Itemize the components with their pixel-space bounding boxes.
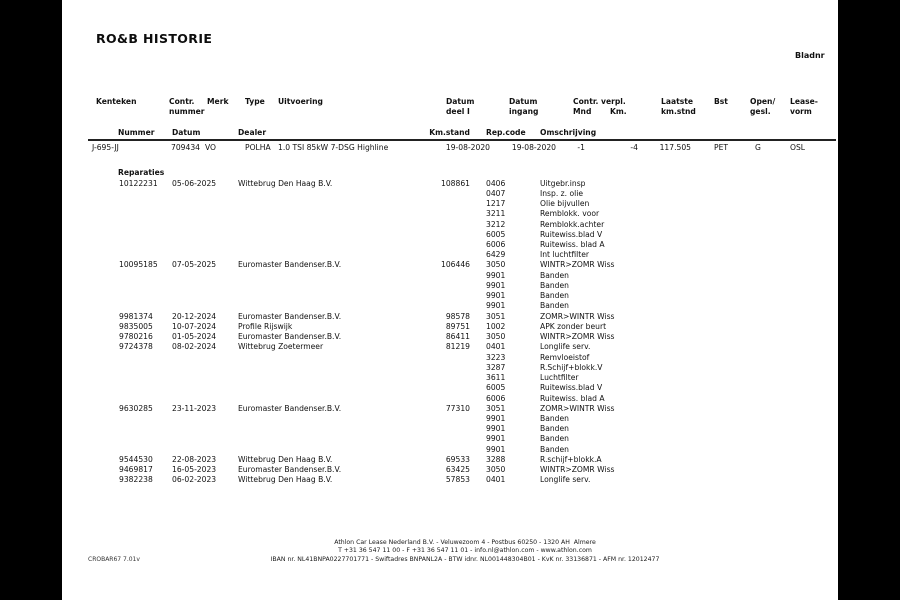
page-title: RO&B HISTORIE (96, 31, 213, 46)
repair-code: 3050 (486, 332, 506, 342)
contract-mnd: -1 (577, 142, 585, 152)
contract-leasevorm: OSL (790, 142, 806, 152)
reparaties-section-label: Reparaties (118, 168, 165, 177)
repair-dealer: Euromaster Bandenser.B.V. (238, 403, 342, 413)
repair-dealer: Wittebrug Zoetermeer (238, 342, 324, 352)
repair-description: Banden (540, 444, 569, 454)
repair-line (62, 373, 838, 383)
repair-code: 9901 (486, 270, 506, 280)
repair-date: 10-07-2024 (172, 321, 217, 331)
repair-line (62, 434, 838, 444)
repair-description: Ruitewiss. blad A (540, 240, 605, 249)
repair-code: 9901 (486, 444, 506, 454)
repair-code: 6006 (486, 240, 506, 249)
repair-number: 9724378 (119, 342, 153, 352)
repair-date: 06-02-2023 (172, 475, 217, 485)
repair-description: Olie bijvullen (540, 199, 590, 209)
repair-date: 20-12-2024 (172, 311, 217, 321)
repair-line (62, 322, 838, 332)
document-page (62, 0, 838, 600)
repair-code: 6006 (486, 393, 506, 403)
repair-description: Longlife serv. (540, 342, 591, 352)
repair-description: WINTR>ZOMR Wiss (540, 465, 615, 475)
col-header-bst (714, 97, 728, 107)
col-header-kenteken (96, 97, 137, 107)
contract-type: POLHA (245, 142, 271, 152)
repair-description: Ruitewiss. blad A (540, 393, 605, 403)
repair-code: 0407 (486, 188, 506, 198)
repair-description: Longlife serv. (540, 475, 591, 485)
col-header-line: Bst (714, 97, 728, 106)
repair-code: 9901 (486, 413, 506, 423)
repair-code: 9901 (486, 291, 506, 301)
repair-date: 22-08-2023 (172, 454, 217, 464)
repair-kmstand: 77310 (445, 403, 470, 413)
repair-description: Banden (540, 434, 569, 444)
repair-line (62, 312, 838, 322)
repair-kmstand: 57853 (445, 475, 470, 485)
contract-uitvoering: 1.0 TSI 85kW 7-DSG Highline (278, 142, 389, 152)
repair-code: 9901 (486, 280, 506, 290)
repair-description: Remblokk. voor (540, 209, 600, 219)
col-header-datum: Datum (172, 128, 201, 137)
repair-line (62, 414, 838, 424)
footer-registration-line: IBAN nr. NL41BNPA0227701771 - Swiftadres BNPANL2A - BTW idnr. NL001448304B01 - KvK nr. 33136871 - AFM nr. 12012477 (270, 555, 660, 563)
repair-kmstand: 108861 (441, 178, 470, 188)
repair-dealer: Euromaster Bandenser.B.V. (238, 465, 342, 475)
repair-description: Banden (540, 424, 569, 434)
col-header-open-gesl (750, 97, 775, 117)
col-header-dealer: Dealer (238, 128, 267, 137)
repair-code: 3223 (486, 352, 506, 362)
repair-line (62, 199, 838, 209)
repair-number: 10122231 (119, 178, 158, 188)
repair-line (62, 363, 838, 373)
repair-description: ZOMR>WINTR Wiss (540, 403, 615, 413)
repair-description: Banden (540, 280, 569, 290)
repair-line (62, 455, 838, 465)
repair-description: Banden (540, 413, 569, 423)
col-header-line: Datum (446, 97, 475, 106)
col-header-line: Datum (509, 97, 538, 106)
repair-description: R.Schijf+blokk.V (540, 362, 603, 372)
repair-description: Int luchtfilter (540, 250, 589, 260)
repair-line (62, 353, 838, 363)
repair-description: Banden (540, 270, 569, 280)
col-header-line: Uitvoering (278, 97, 323, 106)
repair-kmstand: 89751 (445, 321, 470, 331)
contract-datum-ingang: 19-08-2020 (511, 142, 556, 152)
repair-dealer: Euromaster Bandenser.B.V. (238, 260, 342, 270)
col-header-line: Contr. (573, 97, 599, 106)
col-header-verpl-km (601, 97, 627, 117)
repair-code: 6005 (486, 229, 506, 239)
repair-line (62, 424, 838, 434)
repair-line (62, 465, 838, 475)
repair-date: 01-05-2024 (172, 332, 217, 342)
repair-code: 9901 (486, 301, 506, 311)
col-header-line: verpl. (601, 97, 626, 106)
repair-line (62, 383, 838, 393)
col-header-line: Contr. (169, 97, 195, 106)
col-header-uitvoering (278, 97, 323, 107)
repair-description: Remvloeistof (540, 352, 590, 362)
repair-description: Ruitewiss.blad V (540, 229, 603, 239)
repair-line (62, 260, 838, 270)
contract-merk: VO (205, 142, 217, 152)
repair-line (62, 394, 838, 404)
col-header-line: Laatste (661, 97, 694, 106)
header-divider-line (88, 139, 836, 141)
col-header-line: vorm (790, 107, 812, 116)
repair-description: ZOMR>WINTR Wiss (540, 311, 615, 321)
repair-code: 0401 (486, 342, 506, 352)
repair-description: Luchtfilter (540, 373, 579, 383)
repair-code: 0401 (486, 475, 506, 485)
contract-verpl-km: -4 (630, 142, 638, 152)
repair-code: 3050 (486, 260, 506, 270)
repair-description: WINTR>ZOMR Wiss (540, 260, 615, 270)
repair-line (62, 475, 838, 485)
col-header-type (245, 97, 265, 107)
repair-line (62, 230, 838, 240)
col-header-kmstand: Km.stand (429, 128, 470, 137)
repair-line (62, 445, 838, 455)
col-header-repcode: Rep.code (486, 128, 526, 137)
col-header-leasevorm (790, 97, 818, 117)
repair-number: 9630285 (119, 403, 153, 413)
repair-line (62, 332, 838, 342)
repair-description: Banden (540, 291, 569, 301)
repair-description: Insp. z. olie (540, 188, 584, 198)
repair-line (62, 240, 838, 250)
repair-line (62, 209, 838, 219)
col-header-line: km.stnd (661, 107, 696, 116)
repair-number: 9544530 (119, 454, 153, 464)
repair-number: 9835005 (119, 321, 153, 331)
repair-code: 3050 (486, 465, 506, 475)
repair-line (62, 220, 838, 230)
repair-description: R.schijf+blokk.A (540, 454, 602, 464)
col-header-merk (207, 97, 229, 107)
repair-line (62, 250, 838, 260)
repair-description: APK zonder beurt (540, 321, 607, 331)
col-header-line: gesl. (750, 107, 771, 116)
col-header-omschrijving: Omschrijving (540, 128, 597, 137)
company-footer (92, 539, 838, 564)
repair-code: 6429 (486, 250, 506, 260)
repair-line (62, 291, 838, 301)
repair-date: 23-11-2023 (172, 403, 217, 413)
footer-address-line: Athlon Car Lease Nederland B.V. - Veluwezoom 4 - Postbus 60250 - 1320 AH Almere (334, 539, 596, 546)
col-header-line: Kenteken (96, 97, 137, 106)
contract-open-gesl: G (755, 142, 761, 152)
col-header-line: ingang (509, 107, 539, 116)
contract-bst: PET (714, 142, 729, 152)
col-header-line: Merk (207, 97, 229, 106)
repair-code: 3611 (486, 373, 506, 383)
repair-code: 1002 (486, 321, 506, 331)
col-header-nummer: Nummer (118, 128, 155, 137)
footer-contact-line: T +31 36 547 11 00 - F +31 36 547 11 01 - info.nl@athlon.com - www.athlon.com (338, 547, 592, 555)
repair-code: 9901 (486, 424, 506, 434)
col-header-datum-deel1 (446, 97, 474, 117)
program-version-label: CROBAR67 7.01v (88, 556, 140, 563)
repair-code: 6005 (486, 383, 506, 393)
page-number-label: Bladnr (795, 51, 825, 60)
repair-kmstand: 106446 (441, 260, 470, 270)
repair-line (62, 179, 838, 189)
repair-line (62, 404, 838, 414)
repair-number: 9981374 (119, 311, 153, 321)
repair-kmstand: 98578 (445, 311, 470, 321)
repair-dealer: Euromaster Bandenser.B.V. (238, 332, 342, 342)
repair-dealer: Wittebrug Den Haag B.V. (238, 475, 333, 485)
repair-line (62, 281, 838, 291)
repair-dealer: Profile Rijswijk (238, 321, 293, 331)
reparaties-table (62, 179, 838, 486)
repair-line (62, 342, 838, 352)
repair-line (62, 189, 838, 199)
repair-kmstand: 63425 (445, 465, 470, 475)
repair-date: 16-05-2023 (172, 465, 217, 475)
col-header-line: nummer (169, 107, 205, 116)
repair-kmstand: 81219 (445, 342, 470, 352)
contract-datum-deel1: 19-08-2020 (445, 142, 490, 152)
repair-dealer: Wittebrug Den Haag B.V. (238, 178, 333, 188)
col-header-line: Mnd (573, 107, 592, 116)
repair-code: 3051 (486, 403, 506, 413)
repair-description: Ruitewiss.blad V (540, 383, 603, 393)
contract-laatste-kmstnd: 117.505 (659, 142, 691, 152)
repair-line (62, 301, 838, 311)
col-header-datum-ingang (509, 97, 538, 117)
repair-code: 3051 (486, 311, 506, 321)
repair-dealer: Euromaster Bandenser.B.V. (238, 311, 342, 321)
col-header-laatste-kmstnd (661, 97, 696, 117)
repair-date: 08-02-2024 (172, 342, 217, 352)
col-header-line: Km. (610, 107, 627, 116)
repair-kmstand: 86411 (445, 332, 470, 342)
repair-number: 9780216 (119, 332, 153, 342)
repair-code: 3211 (486, 209, 506, 219)
repair-number: 10095185 (119, 260, 158, 270)
col-header-line: Lease- (790, 97, 818, 106)
contract-kenteken: J-695-JJ (92, 142, 119, 152)
repair-number: 9469817 (119, 465, 153, 475)
repair-description: Uitgebr.insp (540, 178, 586, 188)
col-header-line: Open/ (750, 97, 776, 106)
col-header-contr-nummer (169, 97, 205, 117)
repair-number: 9382238 (119, 475, 153, 485)
repair-code: 3212 (486, 219, 506, 229)
repair-kmstand: 69533 (445, 454, 470, 464)
repair-line (62, 271, 838, 281)
repair-dealer: Wittebrug Den Haag B.V. (238, 454, 333, 464)
repair-code: 3287 (486, 362, 506, 372)
col-header-line: Type (245, 97, 265, 106)
repair-date: 05-06-2025 (172, 178, 217, 188)
repair-code: 3288 (486, 454, 506, 464)
repair-description: WINTR>ZOMR Wiss (540, 332, 615, 342)
repair-code: 0406 (486, 178, 506, 188)
repair-code: 1217 (486, 199, 506, 209)
repair-description: Banden (540, 301, 569, 311)
repair-date: 07-05-2025 (172, 260, 217, 270)
repair-code: 9901 (486, 434, 506, 444)
col-header-contr-mnd (573, 97, 598, 117)
col-header-line: deel I (446, 107, 470, 116)
repair-description: Remblokk.achter (540, 219, 605, 229)
contract-nummer: 709434 (171, 142, 200, 152)
